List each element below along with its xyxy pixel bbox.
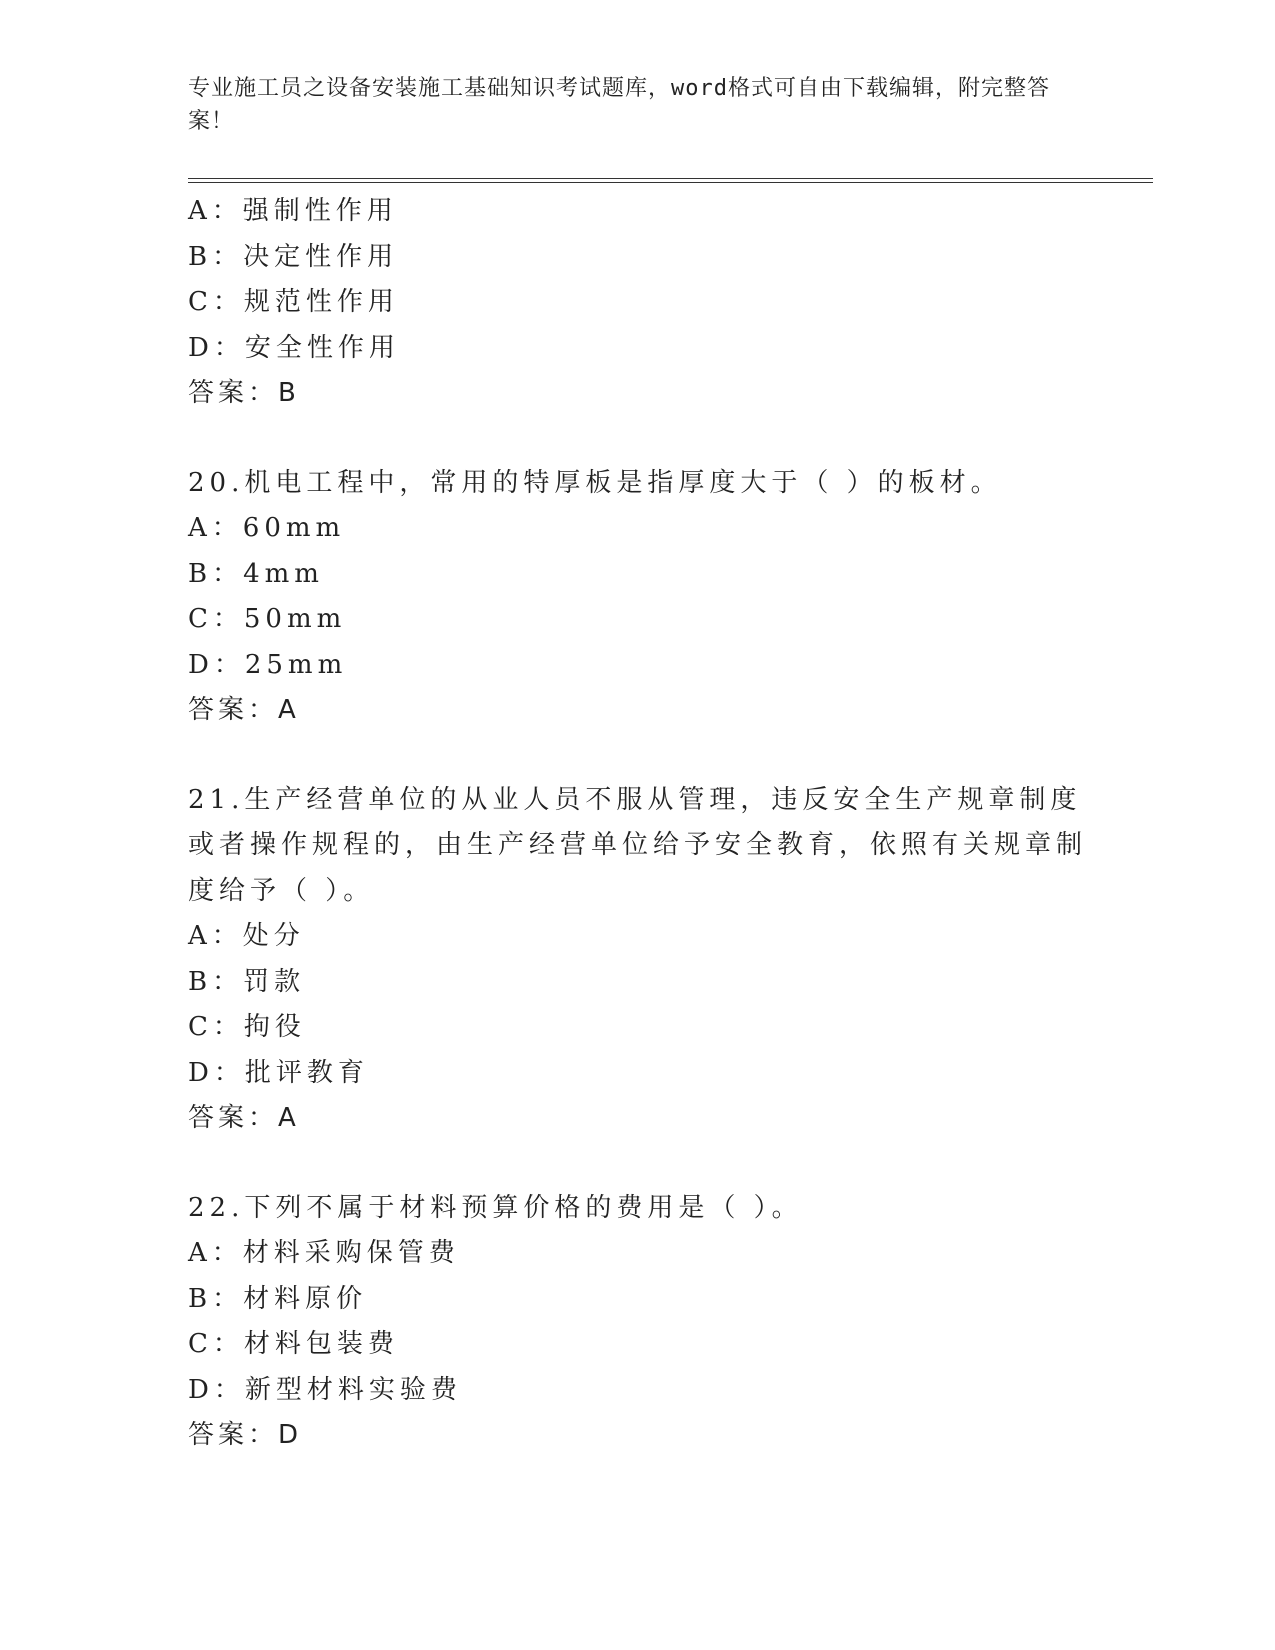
option-d: D：新型材料实验费 bbox=[188, 1374, 462, 1405]
header-rule-bottom bbox=[188, 182, 1153, 183]
option-b: B：决定性作用 bbox=[188, 241, 399, 272]
question-text: 22.下列不属于材料预算价格的费用是（ ）。 bbox=[188, 1192, 803, 1223]
answer-line: 答案：A bbox=[188, 1103, 300, 1133]
option-c: C：规范性作用 bbox=[188, 287, 399, 317]
question-list bbox=[188, 189, 1088, 1459]
answer-line: 答案：D bbox=[188, 1420, 303, 1450]
header-rule-top bbox=[188, 178, 1153, 179]
option-c: C：材料包装费 bbox=[188, 1329, 399, 1359]
question-block bbox=[188, 778, 1088, 1142]
block-spacer bbox=[188, 417, 1088, 461]
option-d: D：批评教育 bbox=[188, 1057, 369, 1088]
question-block bbox=[188, 461, 1088, 734]
option-d: D：25mm bbox=[188, 649, 348, 680]
answer-line: 答案：A bbox=[188, 695, 300, 725]
option-c: C：50mm bbox=[188, 604, 347, 634]
question-text: 21.生产经营单位的从业人员不服从管理，违反安全生产规章制度或者操作规程的，由生产经营单位给予安全教育，依照有关规章制度给予（ ）。 bbox=[188, 784, 1088, 906]
question-text: 20.机电工程中，常用的特厚板是指厚度大于（ ）的板材。 bbox=[188, 467, 1002, 498]
block-spacer bbox=[188, 734, 1088, 778]
option-b: B：材料原价 bbox=[188, 1283, 368, 1314]
option-b: B：4mm bbox=[188, 558, 324, 589]
block-spacer bbox=[188, 1142, 1088, 1186]
option-a: A：处分 bbox=[188, 921, 305, 951]
option-c: C：拘役 bbox=[188, 1012, 306, 1042]
question-block bbox=[188, 1186, 1088, 1459]
option-b: B：罚款 bbox=[188, 966, 306, 997]
option-d: D：安全性作用 bbox=[188, 332, 400, 363]
answer-line: 答案：B bbox=[188, 378, 300, 408]
question-block bbox=[188, 189, 1088, 417]
option-a: A：材料采购保管费 bbox=[188, 1238, 460, 1268]
document-header: 专业施工员之设备安装施工基础知识考试题库，word格式可自由下载编辑，附完整答案！ bbox=[188, 76, 1050, 134]
option-a: A：强制性作用 bbox=[188, 196, 398, 226]
option-a: A：60mm bbox=[188, 513, 346, 543]
